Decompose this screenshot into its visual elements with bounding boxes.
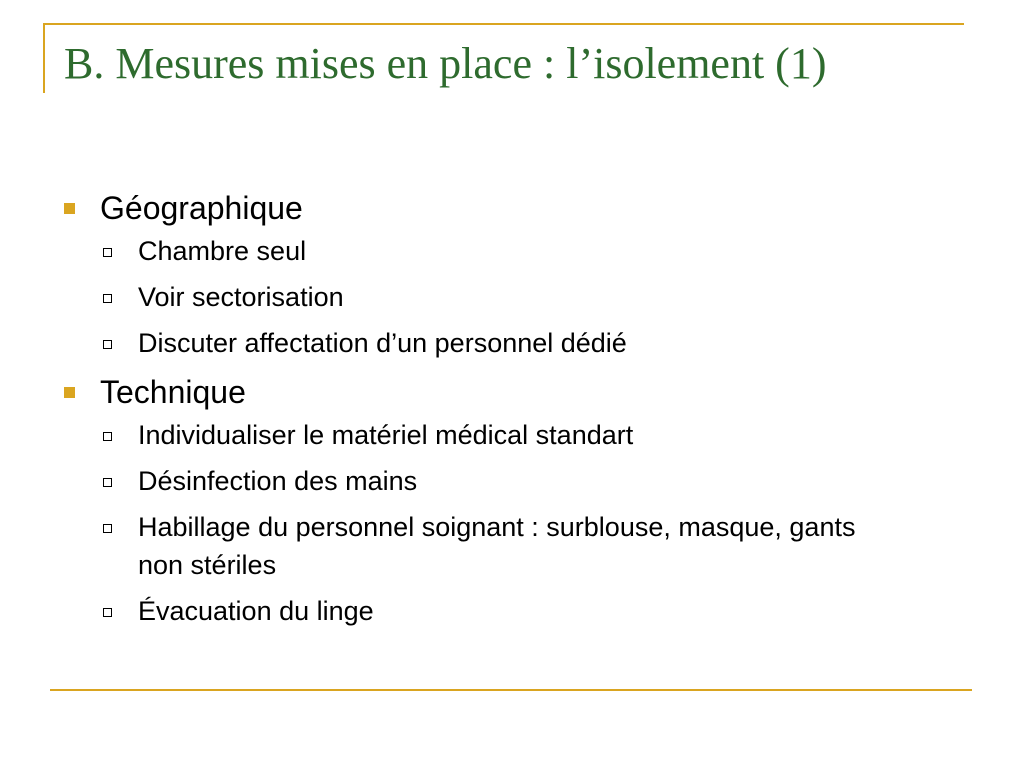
list-item xyxy=(62,592,962,630)
section-heading xyxy=(62,370,962,414)
square-bullet-icon xyxy=(64,387,75,398)
hollow-square-bullet-icon xyxy=(103,294,112,303)
list-item xyxy=(62,232,962,270)
hollow-square-bullet-icon xyxy=(103,608,112,617)
list-item xyxy=(62,508,898,584)
section-heading xyxy=(62,186,962,230)
slide-title: B. Mesures mises en place : l’isolement (1) xyxy=(64,39,827,88)
hollow-square-bullet-icon xyxy=(103,524,112,533)
hollow-square-bullet-icon xyxy=(103,478,112,487)
list-item-text: Désinfection des mains xyxy=(138,466,418,496)
hollow-square-bullet-icon xyxy=(103,248,112,257)
list-item-text: Habillage du personnel soignant : surblouse, masque, gants non stériles xyxy=(138,512,856,580)
square-bullet-icon xyxy=(64,203,75,214)
list-item-text: Évacuation du linge xyxy=(138,596,374,626)
list-item-text: Individualiser le matériel médical standart xyxy=(138,420,634,450)
section-heading-text: Technique xyxy=(100,374,246,410)
frame-top-rule xyxy=(44,23,964,25)
section-technique xyxy=(62,370,962,630)
list-item xyxy=(62,278,962,316)
sub-bullet-list xyxy=(62,416,962,630)
list-item-text: Discuter affectation d’un personnel dédié xyxy=(138,328,627,358)
sub-bullet-list xyxy=(62,232,962,362)
frame-left-rule xyxy=(43,23,45,93)
section-heading-text: Géographique xyxy=(100,190,303,226)
list-item xyxy=(62,416,962,454)
frame-bottom-rule xyxy=(50,689,972,691)
section-geographique xyxy=(62,186,962,362)
list-item xyxy=(62,324,962,362)
slide-content xyxy=(62,186,962,638)
list-item xyxy=(62,462,962,500)
hollow-square-bullet-icon xyxy=(103,340,112,349)
list-item-text: Chambre seul xyxy=(138,236,307,266)
list-item-text: Voir sectorisation xyxy=(138,282,344,312)
hollow-square-bullet-icon xyxy=(103,432,112,441)
